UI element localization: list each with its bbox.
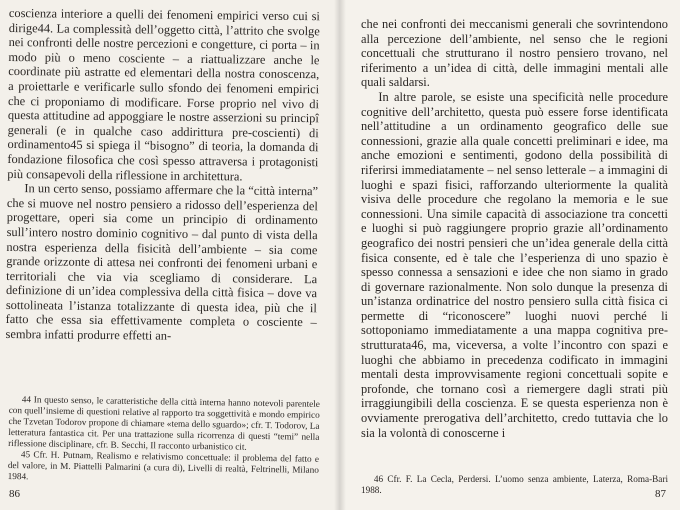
- right-body-text: [361, 17, 668, 440]
- footnote-44: 44 In questo senso, le caratteristiche della città interna hanno notevoli parentele con quell’insieme di questioni relative al rapporto tra soggettività e mondo empirico che Tzvetan Todorov propone di chiamare «tema dello sguardo»; cfr. T. Todorov, La letteratura fantastica cit. Per una trattazione sulla ricorrenza di questi “temi” nella riflessione disciplinare, cfr. B. Secchi, Il racconto urbanistico cit.: [8, 394, 320, 452]
- left-body-text: [5, 6, 319, 345]
- right-paragraph-2: In altre parole, se esiste una specificità nelle procedure cognitive dell’architetto, questa può essere forse identificata nell’attitudine a un ordinamento geografico delle sue connessioni, grazie alla quale concetti preliminari e idee, ma anche emozioni e sentimenti, godono della possibilità di riferirsi immediatamente – nel senso letterale – a immagini di luoghi e spazi fisici, rafforzando ulteriormente la qualità visiva delle procedure che regolano la memoria e le sue connessioni. Una simile capacità di associazione tra concetti e luoghi si può raggiungere proprio grazie all’ordinamento geografico dei nostri pensieri che un’idea generale della città fisica consente, ed è tale che l’esperienza di uno spazio è spesso connessa a sensazioni e idee che non siamo in grado di governare razionalmente. Non solo dunque la presenza di un’istanza ordinatrice del nostro pensiero sulla città fisica ci permette di “riconoscere” luoghi nuovi perché li sottoponiamo immediatamente a una mappa cognitiva pre-strutturata46, ma, viceversa, a volte l’incontro con spazi e luoghi che abbiamo in precedenza codificato in immagini mentali desta improvvisamente regioni concettuali sopite e profonde, che tornano così a riemergere dagli strati più irraggiungibili della coscienza. E se questa esperienza non è ovviamente prerogativa dell’architetto, credo tuttavia che lo sia la volontà di conoscerne i: [361, 89, 668, 440]
- right-page: [340, 0, 680, 510]
- right-footnotes: [361, 474, 668, 496]
- left-paragraph-1: coscienza interiore a quelli dei fenomeni empirici verso cui si dirige44. La complessità dell’oggetto città, l’attrito che svolge nei confronti delle nostre percezioni e congetture, ci porta – in modo più o meno cosciente – a riattualizzare anche le coordinate più astratte ed elementari della nostra conoscenza, a proiettarle e verificarle sullo sfondo dei fenomeni empirici che ci proponiamo di modificare. Forse proprio nel vivo di questa attitudine ad appoggiare le nostre asserzioni su principî generali (e in qualche caso addirittura pre-coscienti) di ordinamento45 si spiega il “bisogno” di teoria, la domanda di fondazione filosofica che così spesso attraversa i protagonisti più consapevoli della riflessione in architettura.: [7, 6, 320, 183]
- page-number-right: 87: [655, 488, 666, 500]
- left-footnotes: [8, 394, 320, 487]
- right-paragraph-1: che nei confronti dei meccanismi generali che sovrintendono alla percezione dell’ambiente, nel senso che le regioni concettuali che strutturano il nostro pensiero trovano, nel riferimento a un’idea di città, delle immagini mentali alle quali saldarsi.: [361, 17, 668, 90]
- footnote-46: 46 Cfr. F. La Cecla, Perdersi. L’uomo senza ambiente, Laterza, Roma-Bari 1988.: [361, 474, 668, 495]
- left-paragraph-2: In un certo senso, possiamo affermare che la “città interna” che si muove nel nostro pensiero a ridosso dell’esperienza del progettare, operi sia come un principio di ordinamento sull’intero nostro dominio cognitivo – dal punto di vista della nostra esperienza della fisicità dell’ambiente – sia come grande orizzonte di attesa nei confronti dei fenomeni urbani e territoriali che via via scegliamo di considerare. La definizione di un’idea complessiva della città fisica – dove va sottolineata l’istanza totalizzante di questa idea, più che il fatto che essa sia effettivamente completa o cosciente – sembra infatti produrre effetti an-: [5, 181, 319, 343]
- page-number-left: 86: [9, 488, 20, 500]
- book-gutter: [334, 0, 346, 510]
- footnote-45: 45 Cfr. H. Putnam, Realismo e relativismo concettuale: il problema del fatto e del valore, in M. Piattelli Palmarini (a cura di), Livelli di realtà, Feltrinelli, Milano 1984.: [7, 449, 320, 482]
